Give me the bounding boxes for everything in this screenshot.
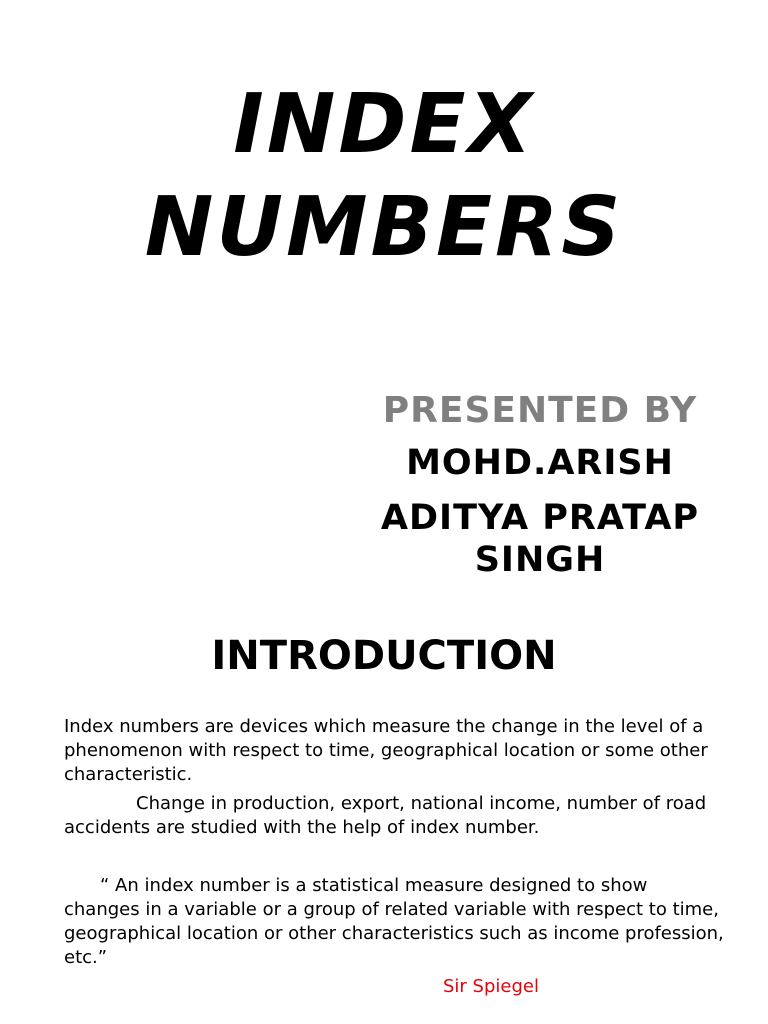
- presenter-name: MOHD.ARISH: [406, 443, 674, 483]
- paragraph-quote: “ An index number is a statistical measure designed to show changes in a variable or a group of related variable with respect to time, geographical location or other characteristics such as income profession, etc.”: [64, 875, 724, 968]
- introduction-heading: INTRODUCTION: [211, 633, 557, 680]
- title-line-2: NUMBERS: [144, 180, 624, 275]
- title-line-1: INDEX: [233, 77, 535, 172]
- presented-by-label: PRESENTED BY: [382, 390, 698, 431]
- quote-attribution: Sir Spiegel: [443, 976, 539, 997]
- paragraph-definition: Index numbers are devices which measure the change in the level of a phenomenon with respect to time, geographical location or some other characteristic.: [64, 716, 708, 785]
- presenter-name: ADITYA PRATAP SINGH: [380, 498, 700, 580]
- paragraph-examples: Change in production, export, national income, number of road accidents are studied with the help of index number.: [64, 793, 707, 838]
